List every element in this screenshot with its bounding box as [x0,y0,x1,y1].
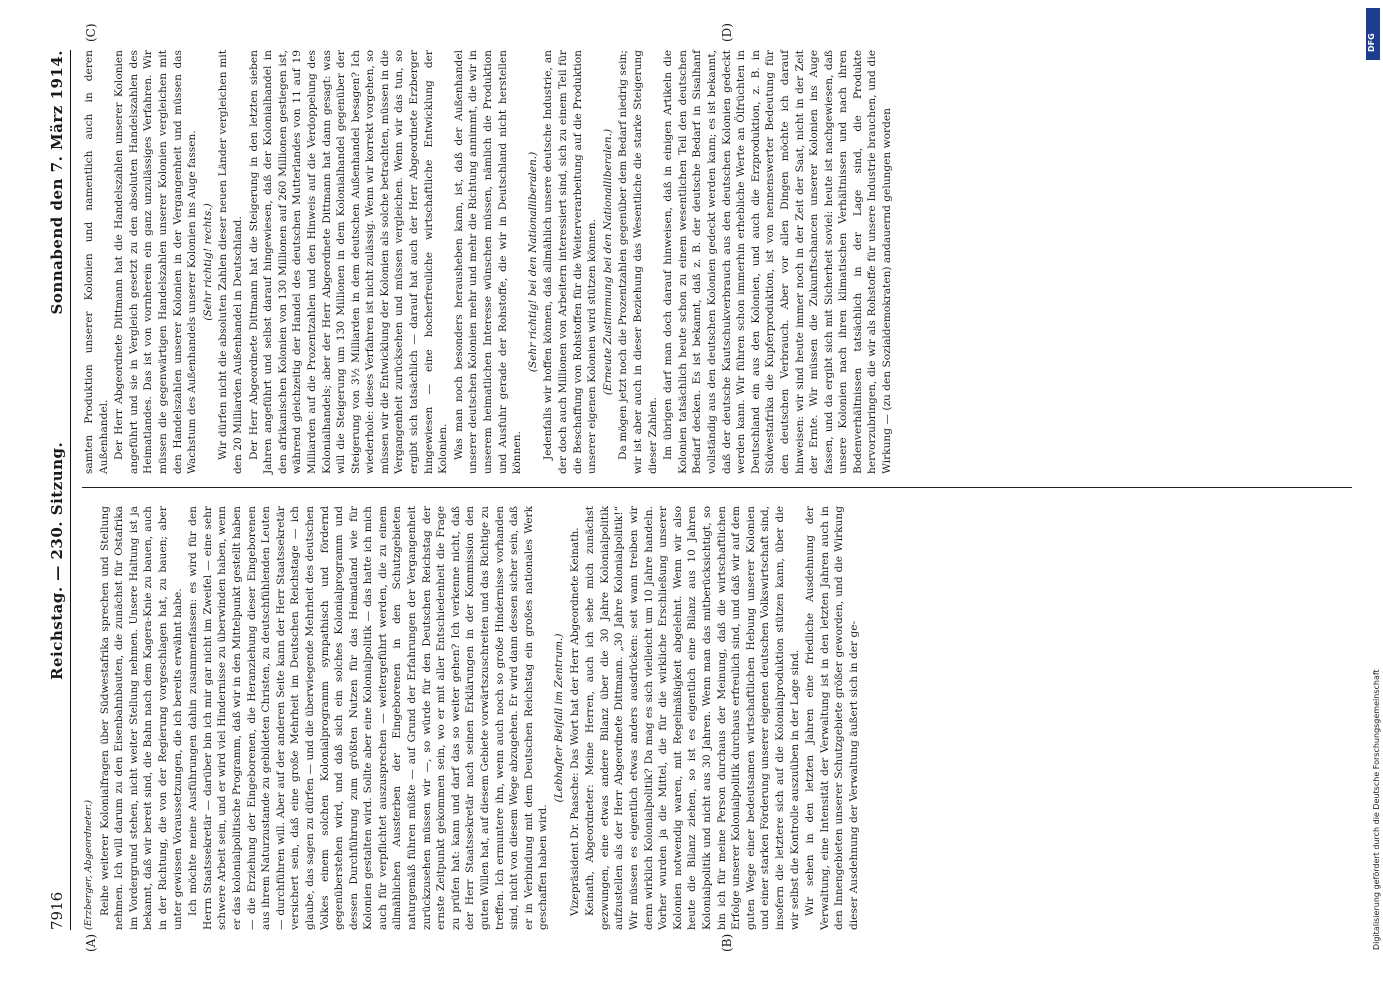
margin-marker-a: (A) [84,933,98,952]
paragraph: Im übrigen darf man doch darauf hinweisen, daß in einigen Artikeln die Kolonien tatsächlich heute schon zu einem wesentlichen Teil den deutschen Bedarf decken. Es ist bekannt, daß z. B. der deutsche Bedarf in Sisalhanf vollständig aus den deutschen Kolonien gedeckt werden kann; es ist bekannt, daß der deutsche Kautschukverbrauch aus den deutschen Kolonien gedeckt werden kann. Wir führen schon immerhin erhebliche Werte an Ölfrüchten in Deutschland ein aus den Kolonien, und auch die Erzproduktion, z. B. in Südwestafrika die Kupferproduktion, ist von nennenswerter Bedeutung für den deutschen Verbrauch. Aber vor allen Dingen möchte ich darauf hinweisen: wir sind heute immer noch in der Zeit der Saat, nicht in der Zeit der Ernte. Wir müssen die Zukunftschancen unserer Kolonien ins Auge fassen, und da ergibt sich mit Sicherheit soviel: heute ist nachgewiesen, daß unsere Kolonien nach ihren klimatischen Verhältnissen und nach ihren Bodenverhältnissen tatsächlich in der Lage sind, die Produkte hervorzubringen, die wir als Rohstoffe für unsere Industrie brauchen, und die Wirkung — (zu den Sozialdemokraten) andauernd gelungen worden [662,50,894,474]
header-session-title: Reichstag. — 230. Sitzung. [48,441,66,680]
header-date: Sonnabend den 7. März 1914. [48,50,66,315]
left-text-column [82,506,862,930]
paragraph: (Lebhafter Beifall im Zentrum.) [553,633,565,803]
right-text-column [82,50,896,474]
margin-marker-d: (D) [720,23,734,42]
paragraph: Vizepräsident Dr. Paasche: Das Wort hat der Herr Abgeordnete Keinath. [568,527,581,916]
column-divider [82,487,1352,488]
paragraph: Da mögen jetzt noch die Prozentzahlen gegenüber dem Bedarf niedrig sein; wir ist aber auch in dieser Beziehung das Wesentliche die starke Steigerung dieser Zahlen. [617,50,659,474]
paragraph: (Sehr richtig! rechts.) [201,203,214,321]
paragraph: Der Herr Abgeordnete Dittmann hat die Handelszahlen unserer Kolonien angeführt und sie in Vergleich gesetzt zu den absoluten Handelszahlen des Heimatlandes. Das ist von vornherein ein ganz unzulässiges Verfahren. Wir müssen die gegenwärtigen Handelszahlen unserer Kolonien vergleichen mit den Handelszahlen unserer Kolonien in der Vergangenheit und müssen das Wachstum des Außenhandels unserer Kolonien ins Auge fassen. [113,50,199,474]
dfg-logo: DFG [1366,8,1380,60]
margin-marker-c: (C) [84,23,98,42]
paragraph: Keinath, Abgeordneter: Meine Herren, auch ich sehe mich zunächst gezwungen, eine etwas andere Bilanz über die 30 Jahre Kolonialpolitik aufzustellen als der Herr Abgeordnete Dittmann. „30 Jahre Kolonialpolitik!“ Wir müssen es eigentlich etwas anders ausdrücken: seit wann treiben wir denn wirklich Kolonialpolitik? Da mag es sich vielleicht um 10 Jahre handeln. Vorher wurden ja die Mittel, die für die wirkliche Erschließung unserer Kolonien notwendig waren, mit Regelmäßigkeit abgelehnt. Wenn wir also heute die Bilanz ziehen, so ist es eigentlich eine Bilanz aus 10 Jahren Kolonialpolitik und nicht aus 30 Jahren. Wenn man das mitberücksichtigt, so bin ich für meine Person durchaus der Meinung, daß die wirtschaftlichen Erfolge unserer Kolonialpolitik durchaus erfreulich sind, und daß wir auf dem guten Wege einer bedeutsamen wirtschaftlichen Hebung unserer Kolonien und einer starken Förderung unserer eigenen deutschen Volkswirtschaft sind, insofern die letztere sich auf die Kolonialproduktion stützen kann, über die wir selbst die Kontrolle auszuüben in der Lage sind. [584,506,801,930]
paragraph: Wir sehen in den letzten Jahren eine friedliche Ausdehnung der Verwaltung, eine Intensität der Verwaltung ist in den letzten Jahren auch in den Innengebieten unserer Schutzgebiete größer geworden, und die Wirkung dieser Ausdehnung der Verwaltung äußert sich in der ge- [804,506,860,930]
digitization-note [1372,70,1382,950]
paragraph: Jedenfalls wir hoffen können, daß allmählich unsere deutsche Industrie, an der doch auch Millionen von Arbeitern interessiert sind, sich zu einem Teil für die Beschaffung von Rohstoffen für die Weiterverarbeitung auf die Produktion unserer eigenen Kolonien wird stützen können. [542,50,599,474]
page-header [48,50,71,930]
paragraph: (Erneute Zustimmung bei den Nationalliberalen.) [601,128,614,396]
digitization-note-text: Digitalisierung gefördert durch die Deutsche Forschungsgemeinschaft [1372,669,1381,950]
paragraph: Ich möchte meine Ausführungen dahin zusammenfassen: es wird für den Herrn Staatssekretär — darüber bin ich mir gar nicht im Zweifel — eine sehr schwere Arbeit sein, und er wird viel Hindernisse zu überwinden haben, wenn er das kolonialpolitische Programm, daß wir in den Mittelpunkt gestellt haben — die Erziehung der Eingeborenen, die Heranziehung dieser Eingeborenen aus ihrem Naturzustande zu gebildeten Christen, zu deutschfühlenden Leuten — durchführen will. Aber auf der anderen Seite kann der Herr Staatssekretär versichert sein, daß eine große Mehrheit im Deutschen Reichstage — ich glaube, das sagen zu dürfen — und die überwiegende Mehrheit des deutschen Volkes einem solchen Kolonialprogramm sympathisch und fördernd gegenüberstehen wird, und daß sich ein solches Kolonialprogramm und dessen Durchführung zum größten Nutzen für das Heimatland wie für Kolonien gestalten wird. Sollte aber eine Kolonialpolitik — das hatte ich mich auch für verpflichtet auszusprechen — weitergeführt werden, die zu einem allmählichen Aussterben der Eingeborenen in den Schutzgebieten naturgemäß führen müßte — auf Grund der Erfahrungen der Vergangenheit zurückzusehen müssen wir —, so würde für den Deutschen Reichstag der ernste Zeitpunkt gekommen sein, wo er mit aller Entschiedenheit die Frage zu prüfen hat: kann und darf das so weiter gehen? Ich verkenne nicht, daß der Herr Staatssekretär nach seinen Erklärungen in der Kommission den guten Willen hat, auf diesem Gebiete vorwärtszuschreiten und das Richtige zu treffen. Ich ermuntere ihn, wenn auch noch so große Hindernisse vorhanden sind, nicht von diesem Wege abzugehen. Er wird dann dessen sicher sein, daß er in Verbindung mit dem Deutschen Reichstag ein großes nationales Werk geschaffen haben wird. [187,506,550,930]
paragraph: Was man noch besonders herausheben kann, ist, daß der Außenhandel unserer deutschen Kolonien mehr und mehr die Richtung annimmt, die wir in unserem heimatlichen Interesse wünschen müssen, nämlich die Produktion und Ausfuhr gerade der Rohstoffe, die wir in Deutschland nicht herstellen können. [452,50,524,474]
paragraph: Reihe weiterer Kolonialfragen über Südwestafrika sprechen und Stellung nehmen. Ich will darum zu den Eisenbahnbauten, die zunächst für Ostafrika im Vordergrund stehen, nicht weiter Stellung nehmen. Unsere Haltung ist ja bekannt, daß wir bereit sind, die Bahn nach dem Kagera-Knie zu bauen, auch in der Richtung, die von der Regierung vorgeschlagen hat, zu bauen; aber unter gewissen Voraussetzungen, die ich bereits erwähnt habe. [98,506,184,930]
margin-marker-b: (B) [720,933,734,952]
paragraph: Der Herr Abgeordnete Dittmann hat die Steigerung in den letzten sieben Jahren angeführt und selbst darauf hingewiesen, daß der Kolonialhandel in den afrikanischen Kolonien von 130 Millionen auf 260 Millionen gestiegen ist, während gleichzeitig der Handel des deutschen Mutterlandes von 11 auf 19 Milliarden auf die Prozentzahlen und den Hinweis auf die Verdoppelung des Kolonialhandels; aber der Herr Abgeordnete Dittmann hat dann gesagt: was will die Steigerung um 130 Millionen in dem Kolonialhandel gegenüber der Steigerung von 3½ Milliarden in dem deutschen Außenhandel besagen? Ich wiederhole: dieses Verfahren ist nicht zulässig. Wenn wir korrekt vorgehen, so müssen wir die Entwicklung der Kolonien als solche betrachten, müssen in die Vergangenheit zurücksehen und müssen vergleichen. Wenn wir das tun, so ergibt sich tatsächlich — darauf hat auch der Herr Abgeordnete Erzberger hingewiesen — eine hocherfreuliche wirtschaftliche Entwicklung der Kolonien. [247,50,450,474]
paragraph: samten Produktion unserer Kolonien und namentlich auch in deren Außenhandel. [83,50,110,474]
paragraph: (Erzberger, Abgeordneter.) [83,799,94,930]
paragraph: (Sehr richtig! bei den Nationalliberalen.) [526,151,539,373]
page-number: 7916 [48,891,66,930]
paragraph: Wir dürfen nicht die absoluten Zahlen dieser neuen Länder vergleichen mit den 20 Milliarden Außenhandel in Deutschland. [217,50,244,474]
